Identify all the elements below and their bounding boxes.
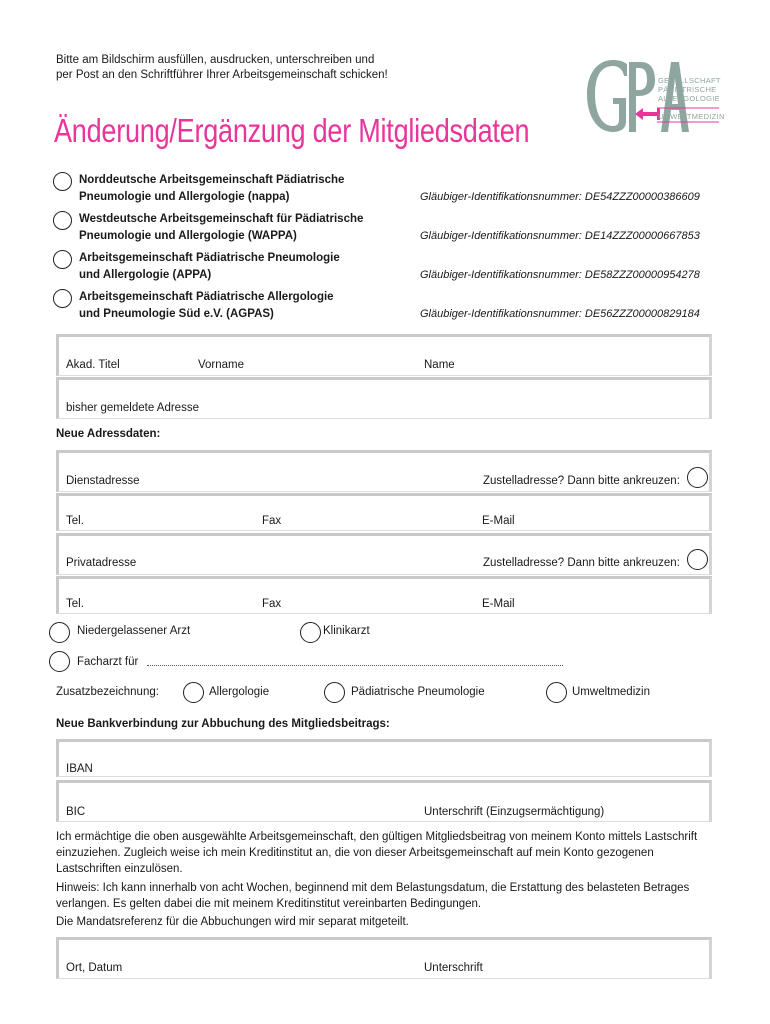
association-radio-nappa[interactable] (53, 172, 72, 191)
resident-doctor-label: Niedergelassener Arzt (77, 625, 191, 637)
association-name-line: Westdeutsche Arbeitsgemeinschaft für Pädiatrische (79, 213, 364, 225)
association-radio-appa[interactable] (53, 250, 72, 269)
specialist-label: Facharzt für (77, 656, 139, 668)
creditor-id-appa: Gläubiger-Identifikationsnummer: DE58ZZZ00000954278 (420, 269, 700, 281)
private-tel-label: Tel. (66, 598, 84, 610)
logo-text (658, 76, 721, 103)
logo-line-2: PÄDIATRISCHE (658, 85, 717, 94)
creditor-id-wappa: Gläubiger-Identifikationsnummer: DE14ZZZ00000667853 (420, 230, 700, 242)
pediatric-pneumology-label: Pädiatrische Pneumologie (351, 686, 485, 698)
specialist-radio[interactable] (49, 651, 70, 672)
association-radio-agpas[interactable] (53, 289, 72, 308)
office-email-label: E-Mail (482, 515, 515, 527)
association-name-agpas (79, 289, 334, 323)
allergology-label: Allergologie (209, 686, 270, 698)
mandate-signature-label: Unterschrift (Einzugsermächtigung) (424, 806, 605, 818)
specialist-input-line[interactable] (147, 665, 563, 666)
mandate-paragraph-1: Ich ermächtige die oben ausgewählte Arbeitsgemeinschaft, den gültigen Mitgliedsbeitrag von meinem Konto mittels Lastschrift einzuziehen. Zugleich weise ich mein Kreditinstitut an, die von dieser Arbeitsgemeinschaft auf mein Konto gezogenen Lastschriften einzulösen. (56, 831, 698, 875)
private-contact-field[interactable] (56, 576, 712, 614)
environmental-medicine-radio[interactable] (546, 682, 567, 703)
office-address-label: Dienstadresse (66, 475, 140, 487)
person-name-field[interactable] (56, 334, 712, 376)
iban-field[interactable] (56, 739, 712, 777)
association-name-line: und Allergologie (APPA) (79, 269, 212, 281)
resident-doctor-radio[interactable] (49, 622, 70, 643)
logo-line-1: GESELLSCHAFT (658, 76, 721, 85)
office-tel-label: Tel. (66, 515, 84, 527)
bic-label: BIC (66, 806, 86, 818)
academic-title-label: Akad. Titel (66, 359, 120, 371)
intro-text (56, 53, 456, 83)
intro-line-2: per Post an den Schriftführer Ihrer Arbeitsgemeinschaft schicken! (56, 69, 388, 81)
private-delivery-checkbox[interactable] (687, 549, 708, 570)
place-date-signature-field[interactable] (56, 937, 712, 979)
bic-field[interactable] (56, 780, 712, 822)
association-name-wappa (79, 211, 363, 245)
logo-line-3: ALLERGOLOGIE (658, 94, 720, 103)
place-date-label: Ort, Datum (66, 962, 123, 974)
intro-line-1: Bitte am Bildschirm ausfüllen, ausdrucken, unterschreiben und (56, 54, 375, 66)
association-name-appa (79, 250, 340, 284)
additional-designation-label: Zusatzbezeichnung: (56, 686, 159, 698)
office-delivery-checkbox[interactable] (687, 467, 708, 488)
association-name-line: Pneumologie und Allergologie (WAPPA) (79, 230, 297, 242)
mandate-paragraph-3: Die Mandatsreferenz für die Abbuchungen wird mir separat mitgeteilt. (56, 916, 409, 928)
clinic-doctor-label: Klinikarzt (323, 625, 370, 637)
new-address-heading: Neue Adressdaten: (56, 428, 161, 440)
association-name-line: Norddeutsche Arbeitsgemeinschaft Pädiatrische (79, 174, 345, 186)
private-email-label: E-Mail (482, 598, 515, 610)
gpa-logo (583, 52, 723, 142)
page-title: Änderung/Ergänzung der Mitgliedsdaten (54, 112, 530, 149)
old-address-label: bisher gemeldete Adresse (66, 402, 199, 414)
mandate-paragraph-2: Hinweis: Ich kann innerhalb von acht Wochen, beginnend mit dem Belastungsdatum, die Erstattung des belasteten Betrages verlangen. Es gelten dabei die mit meinem Kreditinstitut vereinbarten Bedingungen. (56, 882, 690, 910)
logo-line-4: UMWELTMEDIZIN (658, 112, 725, 121)
pediatric-pneumology-radio[interactable] (324, 682, 345, 703)
creditor-id-nappa: Gläubiger-Identifikationsnummer: DE54ZZZ00000386609 (420, 191, 700, 203)
iban-label: IBAN (66, 763, 93, 775)
creditor-id-agpas: Gläubiger-Identifikationsnummer: DE56ZZZ00000829184 (420, 308, 700, 320)
firstname-label: Vorname (198, 359, 245, 371)
allergology-radio[interactable] (183, 682, 204, 703)
association-name-line: Arbeitsgemeinschaft Pädiatrische Allergologie (79, 291, 334, 303)
association-name-line: und Pneumologie Süd e.V. (AGPAS) (79, 308, 274, 320)
private-address-label: Privatadresse (66, 557, 137, 569)
association-name-line: Arbeitsgemeinschaft Pädiatrische Pneumologie (79, 252, 340, 264)
office-delivery-label: Zustelladresse? Dann bitte ankreuzen: (483, 475, 680, 487)
private-fax-label: Fax (262, 598, 282, 610)
signature-label: Unterschrift (424, 962, 483, 974)
private-delivery-label: Zustelladresse? Dann bitte ankreuzen: (483, 557, 680, 569)
environmental-medicine-label: Umweltmedizin (572, 686, 650, 698)
bank-heading: Neue Bankverbindung zur Abbuchung des Mitgliedsbeitrags: (56, 718, 390, 730)
association-name-nappa (79, 172, 344, 206)
association-name-line: Pneumologie und Allergologie (nappa) (79, 191, 290, 203)
name-label: Name (424, 359, 455, 371)
association-radio-wappa[interactable] (53, 211, 72, 230)
office-contact-field[interactable] (56, 493, 712, 531)
office-fax-label: Fax (262, 515, 282, 527)
clinic-doctor-radio[interactable] (300, 622, 321, 643)
